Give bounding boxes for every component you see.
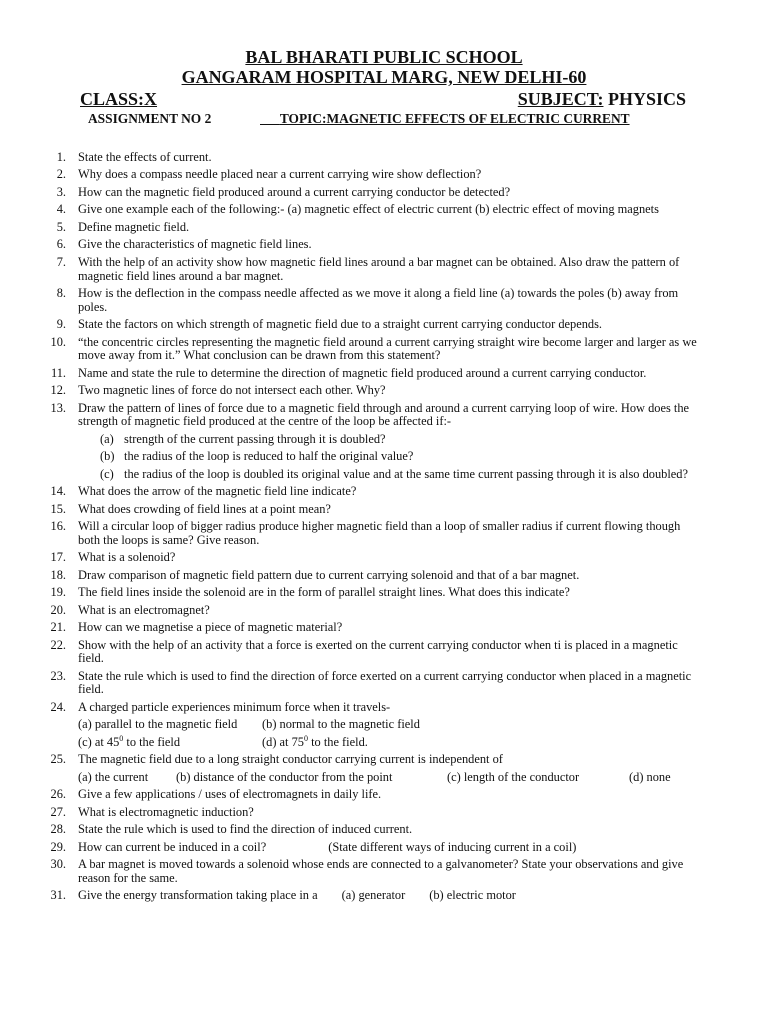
question-text: The field lines inside the solenoid are in the form of parallel straight lines. What does this indicate? xyxy=(78,585,570,600)
option-c-text: (c) at 45 xyxy=(78,734,120,749)
topic xyxy=(260,111,630,127)
sub-marker: (a) xyxy=(100,431,114,446)
sub-question-13c xyxy=(78,468,704,482)
question-text: How is the deflection in the compass needle affected as we move it along a field line (a) towards the poles (b) away from poles. xyxy=(78,285,679,314)
question-text: Define magnetic field. xyxy=(78,219,190,234)
sub-question-13a xyxy=(78,433,704,447)
question-15: 15. What does crowding of field lines at a point mean? xyxy=(50,501,331,516)
question-text: Give the characteristics of magnetic field lines. xyxy=(78,237,312,252)
question-12: 12. Two magnetic lines of force do not intersect each other. Why? xyxy=(50,383,386,398)
class-subject-row xyxy=(80,89,686,111)
question-text: Give the energy transformation taking place in a xyxy=(78,888,318,903)
options-25 xyxy=(78,771,704,785)
question-text: Show with the help of an activity that a force is exerted on the current carrying conductor when ti is placed in a magnetic field. xyxy=(78,637,678,666)
question-text: The magnetic field due to a long straight conductor carrying current is independent of xyxy=(78,752,503,767)
subject-label: SUBJECT: xyxy=(517,89,604,109)
question-27: 27. What is electromagnetic induction? xyxy=(50,804,254,819)
question-text: How can we magnetise a piece of magnetic material? xyxy=(78,620,343,635)
question-25: 25. The magnetic field due to a long straight conductor carrying current is independent of (a) the current (b) distance of the conductor from the point (c) length of the conductor (d) none xyxy=(44,753,704,784)
subject-value: PHYSICS xyxy=(607,89,686,109)
question-list xyxy=(44,151,704,907)
question-text: What does the arrow of the magnetic field line indicate? xyxy=(78,484,357,499)
class-label: CLASS:X xyxy=(80,89,158,109)
topic-text: TOPIC:MAGNETIC EFFECTS OF ELECTRIC CURRENT xyxy=(279,111,630,126)
sub-question-13b xyxy=(78,450,704,464)
question-text: What is an electromagnet? xyxy=(78,602,210,617)
question-text: State the rule which is used to find the direction of force exerted on a current carrying conductor when placed in a magnetic field. xyxy=(78,668,692,697)
option-c xyxy=(78,733,262,750)
question-text: Why does a compass needle placed near a current carrying wire show deflection? xyxy=(78,167,482,182)
option-c-suffix: to the field xyxy=(123,734,181,749)
assignment-topic-row xyxy=(88,111,688,129)
question-14: 14. What does the arrow of the magnetic field line indicate? xyxy=(50,484,357,499)
question-28: 28. State the rule which is used to find the direction of induced current. xyxy=(50,822,413,837)
options-24-row1 xyxy=(78,718,704,732)
question-text: Give a few applications / uses of electromagnets in daily life. xyxy=(78,787,382,802)
degree-sup: 0 xyxy=(303,733,308,743)
question-1: 1. State the effects of current. xyxy=(56,150,212,164)
question-text: Give one example each of the following:- (a) magnetic effect of electric current (b) electric effect of moving magnets xyxy=(78,202,659,217)
question-7: 7. With the help of an activity show how magnetic field lines around a bar magnet can be obtained. Also draw the pattern of magnetic field lines around a bar magnet. xyxy=(56,254,680,283)
question-9: 9. State the factors on which strength of magnetic field due to a straight current carrying conductor depends. xyxy=(56,317,603,332)
question-text: A bar magnet is moved towards a solenoid whose ends are connected to a galvanometer? State your observations and give reason for the same. xyxy=(78,857,684,885)
sub-question-text: strength of the current passing through it is doubled? xyxy=(124,431,386,446)
question-text: What is a solenoid? xyxy=(78,550,176,565)
question-10: 10. “the concentric circles representing the magnetic field around a current carrying straight wire become larger and larger as we move away from it.” What conclusion can be drawn from this statement? xyxy=(50,334,697,363)
option-a: (a) the current xyxy=(78,769,149,784)
subject xyxy=(518,89,686,110)
option-a: (a) generator xyxy=(341,888,406,903)
sub-marker: (b) xyxy=(100,449,115,464)
question-text: A charged particle experiences minimum force when it travels- xyxy=(78,699,391,714)
question-text: How can the magnetic field produced around a current carrying conductor be detected? xyxy=(78,184,511,199)
question-4: 4. Give one example each of the following:- (a) magnetic effect of electric current (b) electric effect of moving magnets xyxy=(56,202,659,217)
question-text: State the factors on which strength of magnetic field due to a straight current carrying conductor depends. xyxy=(78,317,603,332)
school-name: BAL BHARATI PUBLIC SCHOOL xyxy=(245,47,523,67)
question-6: 6. Give the characteristics of magnetic field lines. xyxy=(56,237,312,252)
question-29: 29. How can current be induced in a coil? (State different ways of inducing current in a coil) xyxy=(50,839,577,854)
question-21: 21. How can we magnetise a piece of magnetic material? xyxy=(50,620,343,635)
question-8: 8. How is the deflection in the compass needle affected as we move it along a field line (a) towards the poles (b) away from poles. xyxy=(56,285,679,314)
assignment-number: ASSIGNMENT NO 2 xyxy=(88,111,212,126)
school-address: GANGARAM HOSPITAL MARG, NEW DELHI-60 xyxy=(181,67,587,87)
question-text: What is electromagnetic induction? xyxy=(78,804,254,819)
question-19: 19. The field lines inside the solenoid are in the form of parallel straight lines. What does this indicate? xyxy=(50,585,570,600)
question-text: How can current be induced in a coil? xyxy=(78,839,267,854)
question-26: 26. Give a few applications / uses of electromagnets in daily life. xyxy=(50,787,382,802)
option-b: (b) normal to the magnetic field xyxy=(262,717,420,732)
question-22: 22. Show with the help of an activity that a force is exerted on the current carrying conductor when ti is placed in a magnetic field. xyxy=(50,637,678,666)
option-d xyxy=(262,735,368,749)
option-d: (d) none xyxy=(629,769,671,784)
question-text: What does crowding of field lines at a point mean? xyxy=(78,501,331,516)
sub-marker: (c) xyxy=(100,466,114,481)
options-24-row2 xyxy=(78,733,704,750)
option-d-text: (d) at 75 xyxy=(262,734,304,749)
option-b: (b) electric motor xyxy=(429,888,516,903)
sub-question-text: the radius of the loop is reduced to half the original value? xyxy=(124,449,414,464)
question-text: State the rule which is used to find the direction of induced current. xyxy=(78,822,413,837)
question-24: 24. A charged particle experiences minimum force when it travels- (a) parallel to the magnetic field (b) normal to the magnetic field (c) at $45^0$ to the field (d) at $75^0$ to the field. xyxy=(44,701,704,750)
question-text: Two magnetic lines of force do not intersect each other. Why? xyxy=(78,383,386,398)
question-23: 23. State the rule which is used to find the direction of force exerted on a current carrying conductor when placed in a magnetic field. xyxy=(50,668,692,697)
question-text: With the help of an activity show how magnetic field lines around a bar magnet can be obtained. Also draw the pattern of magnetic field lines around a bar magnet. xyxy=(78,254,680,283)
question-30: 30. A bar magnet is moved towards a solenoid whose ends are connected to a galvanometer? State your observations and give reason for the same. xyxy=(50,857,684,885)
question-3: 3. How can the magnetic field produced around a current carrying conductor be detected? xyxy=(56,184,511,199)
question-text: State the effects of current. xyxy=(78,150,212,164)
question-18: 18. Draw comparison of magnetic field pattern due to current carrying solenoid and that of a bar magnet. xyxy=(50,567,580,582)
question-text: “the concentric circles representing the magnetic field around a current carrying straight wire become larger and larger as we move away from it.” What conclusion can be drawn from this statement? xyxy=(78,334,697,363)
question-20: 20. What is an electromagnet? xyxy=(50,602,210,617)
option-a: (a) parallel to the magnetic field xyxy=(78,717,238,732)
option-c: (c) length of the conductor xyxy=(447,769,580,784)
question-31: 31. Give the energy transformation taking place in a (a) generator (b) electric motor xyxy=(50,888,516,903)
sub-question-text: the radius of the loop is doubled its original value and at the same time current passing through it is also doubled? xyxy=(124,466,688,481)
question-16: 16. Will a circular loop of bigger radius produce higher magnetic field than a loop of smaller radius if current flowing though both the loops is same? Give reason. xyxy=(50,519,681,547)
question-text: Will a circular loop of bigger radius produce higher magnetic field than a loop of smaller radius if current flowing though both the loops is same? Give reason. xyxy=(78,519,681,547)
question-text: Name and state the rule to determine the direction of magnetic field produced around a current carrying conductor. xyxy=(78,365,647,380)
option-b: (b) distance of the conductor from the point xyxy=(176,769,393,784)
question-13: 13. Draw the pattern of lines of force due to a magnetic field through and around a current carrying loop of wire. How does the strength of magnetic field produced at the centre of the loop be affected if:- (a) strength of the current passing through it is doubled? (b) the radius of the loop is reduced to half the original value? (c) the radius of the loop is doubled its original value and at the same time current passing through it is also doubled? xyxy=(44,402,704,482)
question-text: Draw the pattern of lines of force due to a magnetic field through and around a current carrying loop of wire. How does the strength of magnetic field produced at the centre of the loop be affected if:- xyxy=(78,400,690,429)
question-note: (State different ways of inducing current in a coil) xyxy=(328,839,577,854)
question-2: 2. Why does a compass needle placed near a current carrying wire show deflection? xyxy=(56,167,482,182)
question-11: 11. Name and state the rule to determine the direction of magnetic field produced around a current carrying conductor. xyxy=(50,365,647,380)
question-17: 17. What is a solenoid? xyxy=(50,550,176,565)
option-d-suffix: to the field. xyxy=(307,734,368,749)
question-5: 5. Define magnetic field. xyxy=(56,219,190,234)
question-text: Draw comparison of magnetic field pattern due to current carrying solenoid and that of a bar magnet. xyxy=(78,567,580,582)
degree-sup: 0 xyxy=(119,733,124,743)
